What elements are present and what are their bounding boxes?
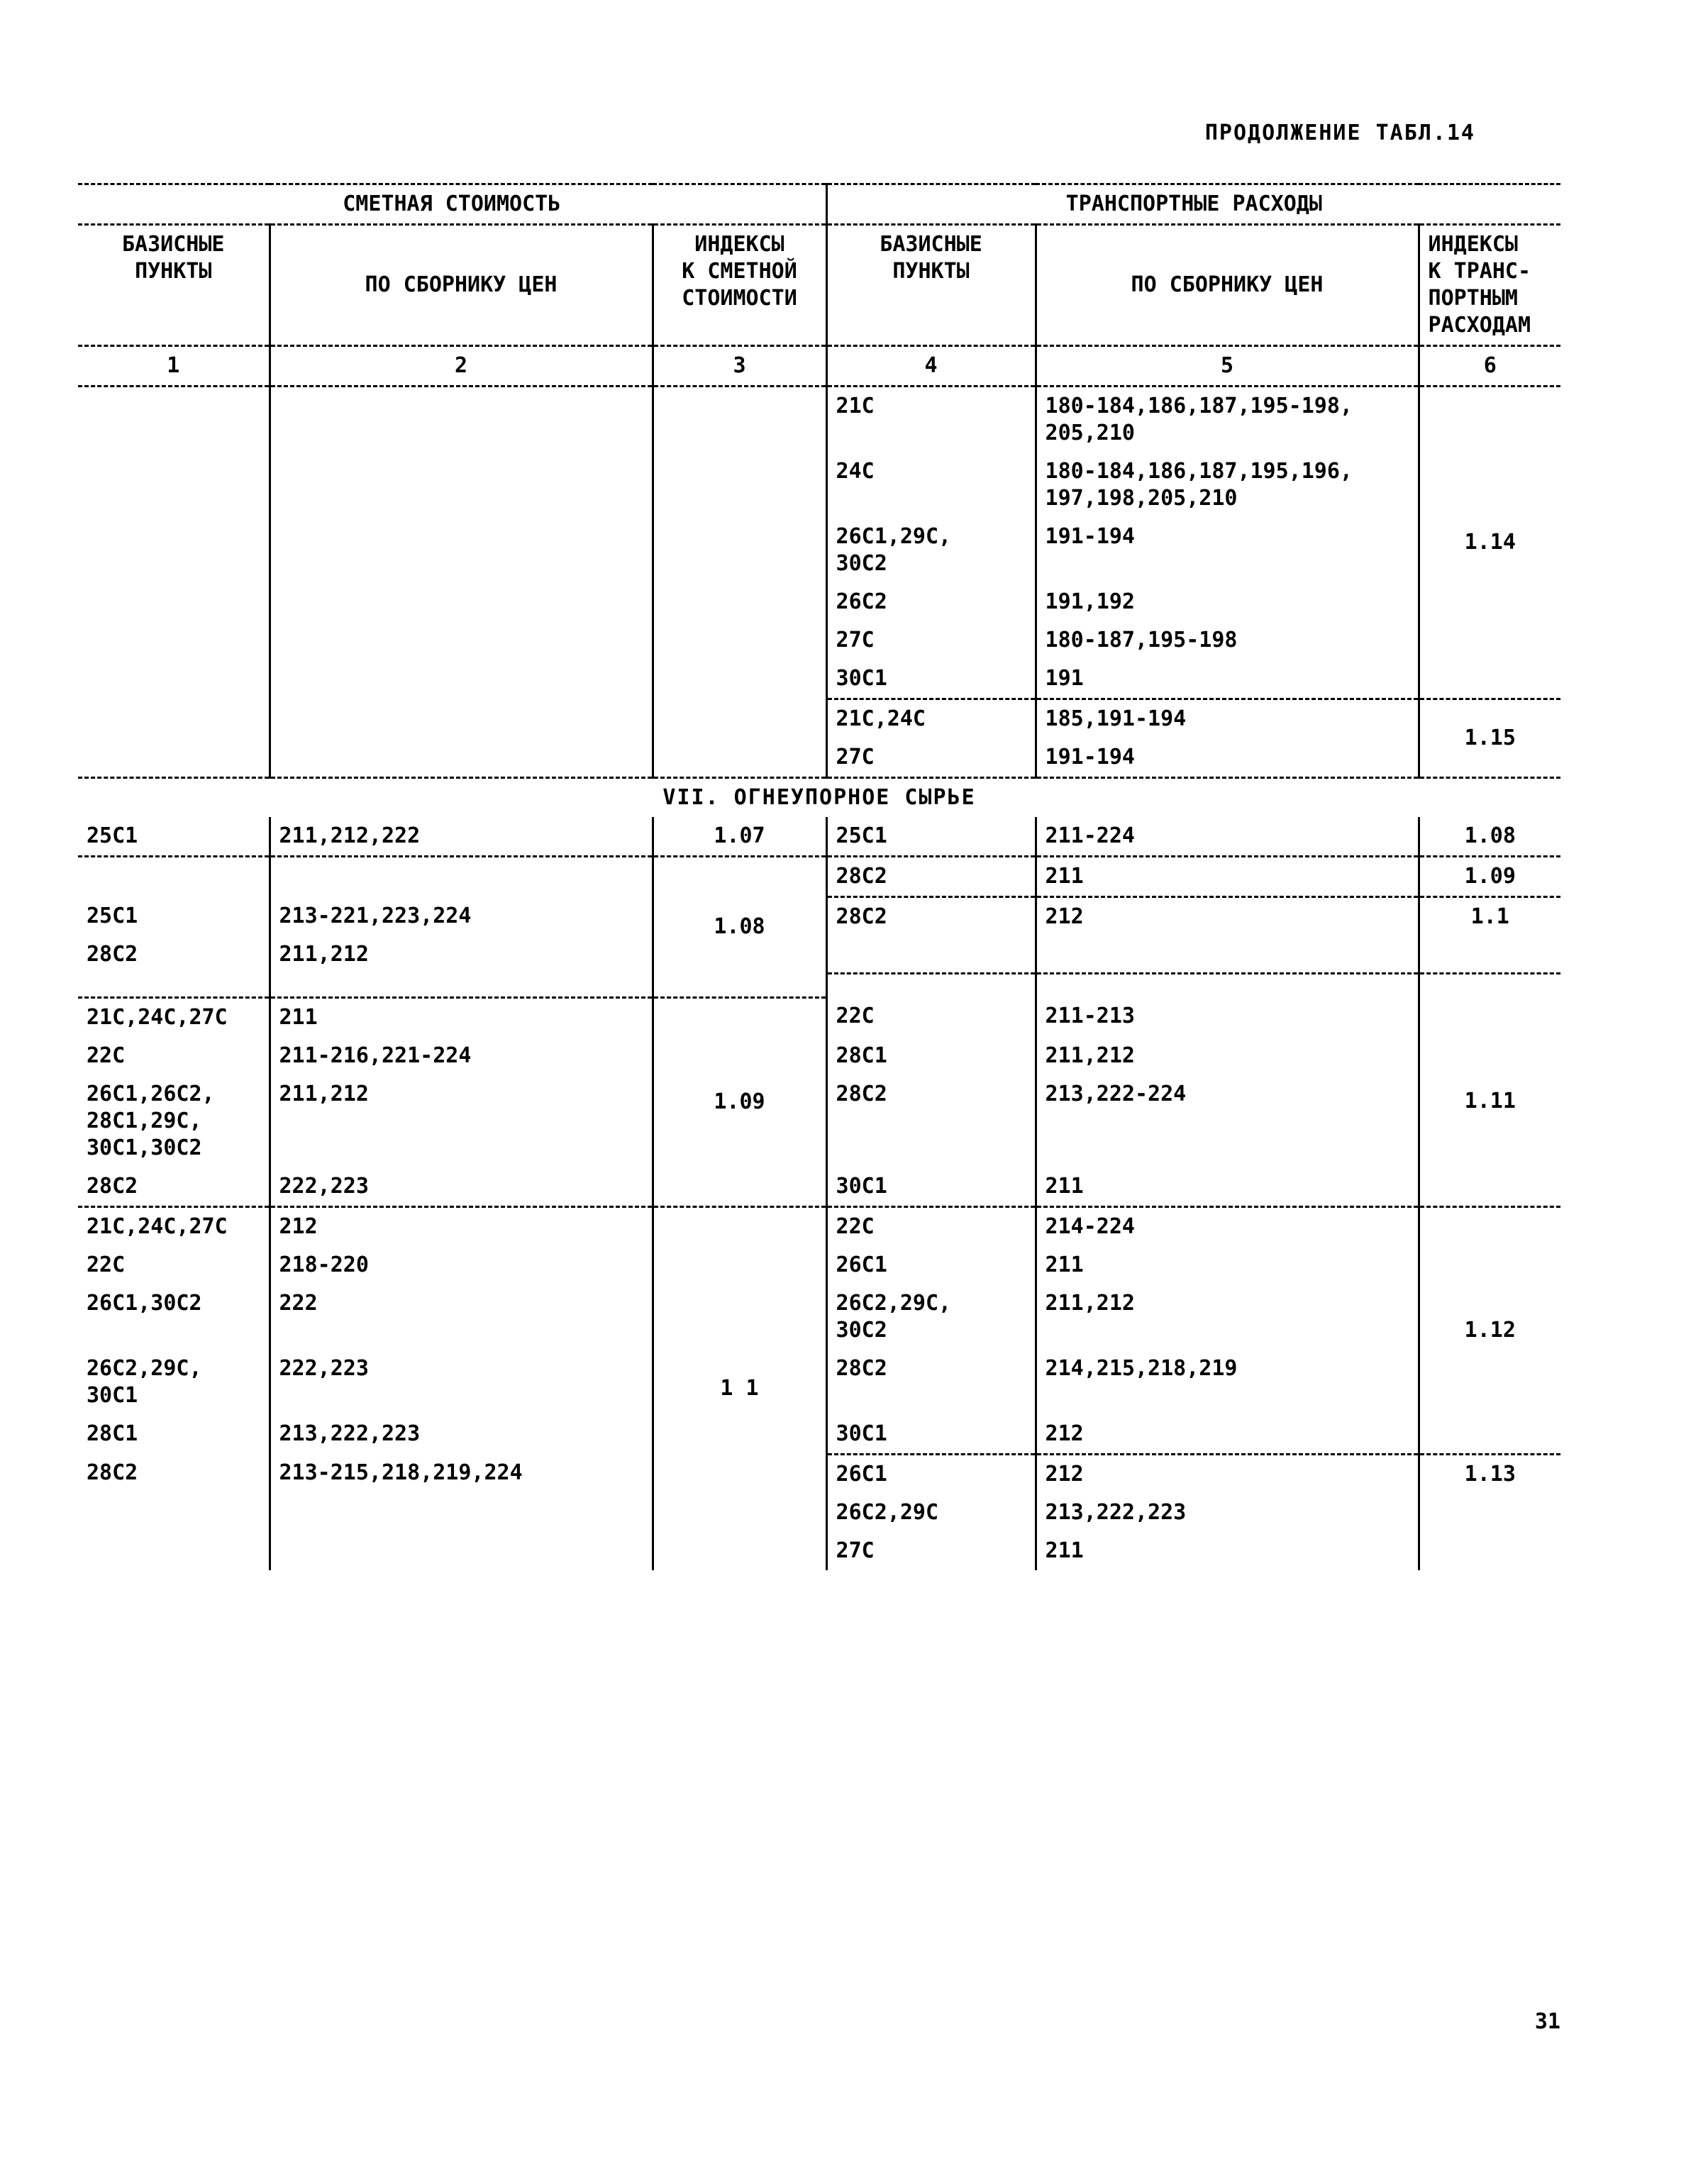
transport-prices: 191 [1036,660,1419,699]
cost-index: 1.07 [653,817,826,857]
cost-points: 28С2 [87,1460,138,1485]
transport-points: 28С2 [826,1075,1036,1167]
empty-cell [270,387,653,778]
column-number-2: 2 [270,346,653,387]
cost-prices: 222,223 [270,1350,653,1415]
transport-prices: 185,191-194 [1036,699,1419,739]
header-estimated-cost: СМЕТНАЯ СТОИМОСТЬ [78,184,826,225]
cost-points: 28С2 [87,941,138,967]
transport-points: 22С [826,1206,1036,1246]
cost-points: 26С1,26С2, 28С1,29С, 30С1,30С2 [87,1081,215,1160]
transport-index: 1.13 [1419,1454,1560,1570]
cost-prices: 218-220 [270,1246,653,1284]
transport-index: 1.12 [1419,1206,1560,1454]
transport-points: 26С1 [826,1454,1036,1494]
transport-points: 30С1 [826,1415,1036,1455]
transport-points: 30С1 [826,660,1036,699]
transport-index: 1.15 [1419,699,1560,778]
column-number-1: 1 [78,346,270,387]
transport-prices: 211 [1036,1246,1419,1284]
cost-points: 26С1,30С2 [87,1290,202,1316]
transport-prices: 211 [1036,1167,1419,1207]
transport-points: 24С [826,452,1036,518]
transport-points: 30С1 [826,1167,1036,1207]
transport-points: 26С1 [826,1246,1036,1284]
column-number-5: 5 [1036,346,1419,387]
transport-prices: 180-184,186,187,195-198, 205,210 [1036,387,1419,453]
table-header [78,184,1560,387]
cost-index: 1.09 [653,997,826,1206]
transport-points: 28С1 [826,1037,1036,1075]
transport-points: 22С [826,997,1036,1037]
cost-prices: 211 [270,997,653,1037]
cost-points: 21С,24С,27С [87,1213,228,1239]
transport-points: 21С,24С [826,699,1036,739]
transport-prices: 212 [1036,1415,1419,1455]
transport-points: 21С [826,387,1036,453]
transport-prices: 191-194 [1036,738,1419,778]
transport-points: 27С [826,1532,1036,1570]
transport-points: 26С1,29С, 30С2 [826,518,1036,583]
transport-points: 27С [826,621,1036,660]
transport-points: 28С2 [826,897,1036,974]
transport-points: 26С2 [826,583,1036,621]
header-col3: ИНДЕКСЫ К СМЕТНОЙ СТОИМОСТИ [653,225,826,346]
cost-points: 28С2 [78,1167,270,1207]
cost-points: 25С1 [78,817,270,857]
cost-points: 22С [87,1252,126,1277]
transport-prices: 211 [1036,1532,1419,1570]
transport-prices: 180-187,195-198 [1036,621,1419,660]
cost-prices: 213-215,218,219,224 [270,1454,653,1494]
cost-prices: 211-216,221-224 [270,1037,653,1075]
header-col5: ПО СБОРНИКУ ЦЕН [1036,225,1419,346]
table-body [78,387,1560,1570]
header-col1: БАЗИСНЫЕ ПУНКТЫ [78,225,270,346]
header-transport-costs: ТРАНСПОРТНЫЕ РАСХОДЫ [826,184,1560,225]
table-caption: ПРОДОЛЖЕНИЕ ТАБЛ.14 [1204,121,1475,145]
transport-points: 27С [826,738,1036,778]
transport-prices: 213,222,223 [1036,1494,1419,1532]
transport-prices: 211,212 [1036,1037,1419,1075]
transport-points: 25С1 [826,817,1036,857]
transport-prices: 213,222-224 [1036,1075,1419,1167]
transport-index: 1.09 [1419,857,1560,897]
transport-prices: 212 [1036,897,1419,974]
cost-prices: 213,222,223 [270,1415,653,1455]
price-index-table [78,183,1560,1570]
empty-cell [653,387,826,778]
transport-prices: 180-184,186,187,195,196, 197,198,205,210 [1036,452,1419,518]
cost-prices: 213-221,223,224 [270,897,653,935]
cost-prices: 212 [270,1206,653,1246]
cost-prices: 222,223 [270,1167,653,1207]
cost-points: 21С,24С,27С [87,1004,228,1030]
cost-index: 1 1 [653,1206,826,1570]
transport-prices: 191,192 [1036,583,1419,621]
column-number-6: 6 [1419,346,1560,387]
cost-prices: 211,212 [270,1075,653,1167]
transport-index: 1.14 [1419,387,1560,699]
empty-cell [78,387,270,778]
transport-index: 1.08 [1419,817,1560,857]
transport-prices: 211-224 [1036,817,1419,857]
header-col2: ПО СБОРНИКУ ЦЕН [270,225,653,346]
transport-prices: 211,212 [1036,1284,1419,1350]
transport-points: 28С2 [826,1350,1036,1415]
cost-points: 25С1 [87,903,138,928]
cost-index: 1.08 [653,857,826,998]
header-col6: ИНДЕКСЫ К ТРАНС- ПОРТНЫМ РАСХОДАМ [1419,225,1560,346]
transport-points: 26С2,29С, 30С2 [826,1284,1036,1350]
transport-prices: 211 [1036,857,1419,897]
cost-points: 28С1 [87,1421,138,1446]
transport-points: 26С2,29С [826,1494,1036,1532]
cost-prices: 211,212,222 [270,817,653,857]
page-number: 31 [1534,2009,1560,2034]
transport-prices: 214,215,218,219 [1036,1350,1419,1415]
column-number-3: 3 [653,346,826,387]
cost-prices: 222 [270,1284,653,1350]
column-number-4: 4 [826,346,1036,387]
cost-points: 22С [87,1043,126,1068]
header-col4: БАЗИСНЫЕ ПУНКТЫ [826,225,1036,346]
transport-points: 28С2 [826,857,1036,897]
cost-prices: 211,212 [270,935,653,974]
transport-index: 1.11 [1419,997,1560,1206]
cost-points: 26С2,29С, 30С1 [87,1355,202,1408]
transport-prices: 212 [1036,1454,1419,1494]
transport-index: 1.1 [1419,897,1560,974]
transport-prices: 211-213 [1036,997,1419,1037]
transport-prices: 214-224 [1036,1206,1419,1246]
section-title: VII. ОГНЕУПОРНОЕ СЫРЬЕ [662,785,976,810]
transport-prices: 191-194 [1036,518,1419,583]
